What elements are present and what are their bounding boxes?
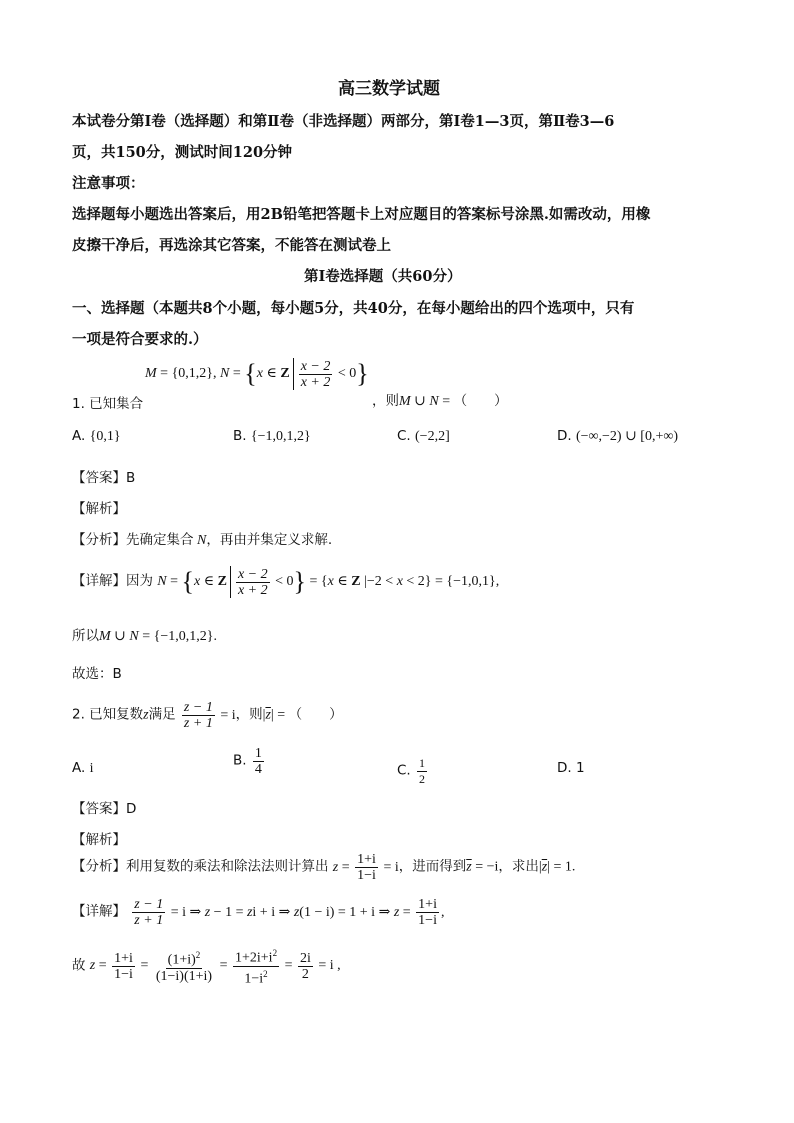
q2-stem: 2. 已知复数z满足 $\frac{z - 1}{z + 1}$ = i，则$|\overline{z}|$ = （ ） xyxy=(72,700,343,731)
q1-option-a: A. {0,1} xyxy=(72,428,121,444)
q1-option-d: D. (−∞,−2) ∪ [0,+∞) xyxy=(557,428,679,444)
q1-option-b: B. {−1,0,1,2} xyxy=(233,428,311,444)
q2-option-d: D. 1 xyxy=(557,760,585,776)
q2-option-b: B. $\frac{1}{4}$ xyxy=(233,746,262,777)
q2-option-c: C. $\frac{1}{2}$ xyxy=(397,756,426,786)
q1-guxuan: 故选：B xyxy=(72,666,122,682)
q2-xiangjie: 【详解】 $\frac{z - 1}{z + 1}$ = i ⇒ z − 1 = zi + i ⇒ z(1 − i) = 1 + i ⇒ z = $\frac{1+i}{1-i}$ , xyxy=(72,897,445,928)
q2-gu: 故 z = $\frac{1+i}{1-i}$ = $\frac{(1+i)^2}{(1-i)(1+i)}$ = $\frac{1+2i+i^2}{1-i^2}$ = $\frac{2i}{2}$ = i , xyxy=(72,948,341,987)
q1-suoyi: 所以M ∪ N = {−1,0,1,2}. xyxy=(72,628,217,644)
q2-analysis-tag: 【解析】 xyxy=(72,832,126,848)
q1-set-definition: M = {0,1,2}, N = {x ∈ Z $\frac{x - 2}{x + 2}$ < 0} xyxy=(145,358,369,390)
page-title: 高三数学试题 xyxy=(338,79,440,99)
q1-answer: 【答案】B xyxy=(72,470,136,486)
q1-tail: ，则M ∪ N = （ ） xyxy=(372,393,508,409)
q1-xiangjie: 【详解】因为 N = {x ∈ Z $\frac{x - 2}{x + 2}$ < 0} = {x ∈ Z |−2 < x < 2} = {−1,0,1}, xyxy=(72,566,500,598)
part-one-line-2: 一项是符合要求的.） xyxy=(72,331,208,348)
q2-fenxi: 【分析】利用复数的乘法和除法法则计算出 z = $\frac{1+i}{1-i}$ = i，进而得到$\overline{z} = -i$，求出$|\overline{z}| = 1$. xyxy=(72,852,576,883)
intro-line-2: 页，共150分，测试时间120分钟 xyxy=(72,144,293,161)
q2-option-a: A. i xyxy=(72,760,94,776)
q1-prefix: 1. 已知集合 xyxy=(72,396,144,412)
notice-line-2: 皮擦干净后，再选涂其它答案，不能答在测试卷上 xyxy=(72,237,391,254)
intro-line-1: 本试卷分第Ⅰ卷（选择题）和第Ⅱ卷（非选择题）两部分，第Ⅰ卷1—3页，第Ⅱ卷3—6 xyxy=(72,113,615,130)
notice-title: 注意事项： xyxy=(72,175,145,192)
section-title: 第Ⅰ卷选择题（共60分） xyxy=(304,268,462,285)
notice-line-1: 选择题每小题选出答案后，用2B铅笔把答题卡上对应题目的答案标号涂黑.如需改动，用橡 xyxy=(72,206,651,223)
q1-option-c: C. (−2,2] xyxy=(397,428,450,444)
q1-fenxi: 【分析】先确定集合 N，再由并集定义求解. xyxy=(72,532,333,548)
q2-answer: 【答案】D xyxy=(72,801,137,817)
q1-analysis-tag: 【解析】 xyxy=(72,501,126,517)
part-one-line-1: 一、选择题（本题共8个小题，每小题5分，共40分，在每小题给出的四个选项中，只有 xyxy=(72,300,635,317)
